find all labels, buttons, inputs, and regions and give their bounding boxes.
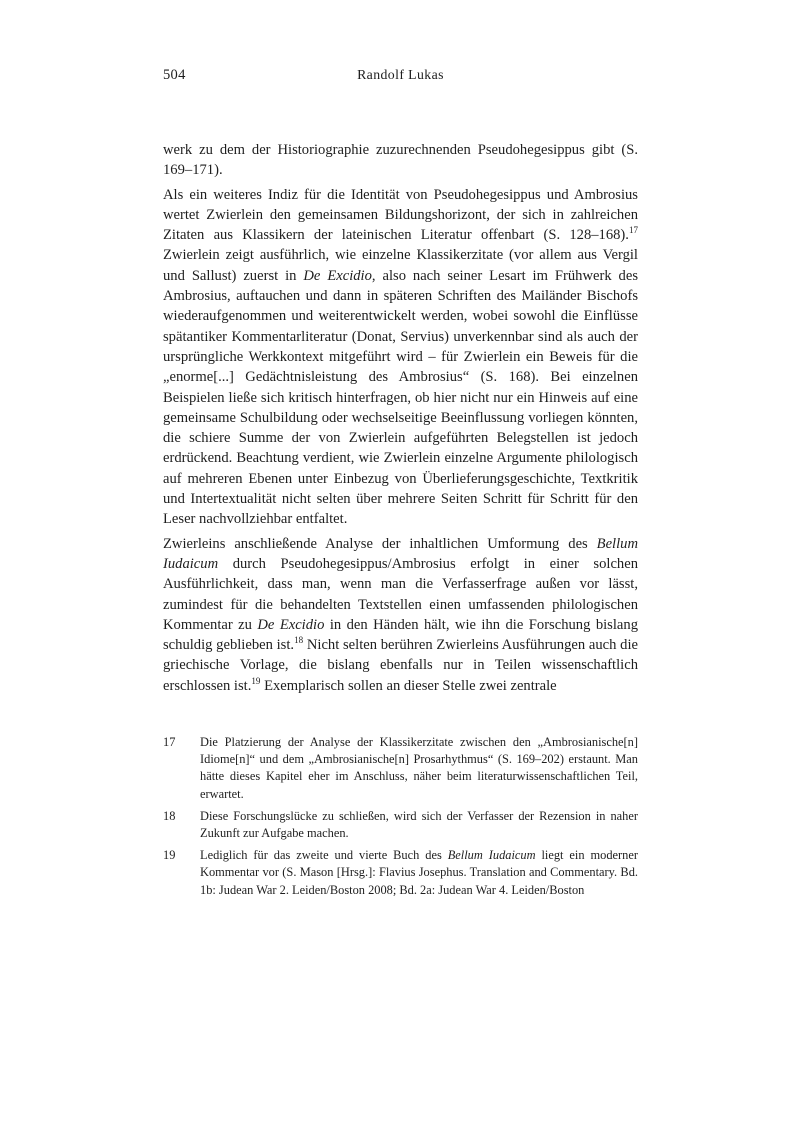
running-title: Randolf Lukas [357, 67, 444, 82]
body-text [163, 140, 638, 696]
paragraph: Als ein weiteres Indiz für die Identität von Pseudohegesippus und Ambrosius wertet Zwierlein den gemeinsamen Bildungshorizont, der sich in zahlreichen Zitaten aus Klassikern der lateinischen Literatur offenbart (S. 128–168).$^{17}$ Zwierlein zeigt ausführlich, wie einzelne Klassikerzitate (vor allem aus Vergil und Sallust) zuerst in De Excidio, also nach seiner Lesart im Frühwerk des Ambrosius, auftauchen und dann in späteren Schriften des Mailänder Bischofs wiederaufgenommen und weiterentwickelt werden, wobei sowohl die Einflüsse spätantiker Kommentarliteratur (Donat, Servius) unverkennbar sind als auch der ursprüngliche Werkkontext mitgeführt wird – für Zwierlein ein Beweis für die „enorme[...] Gedächtnisleistung des Ambrosius“ (S. 168). Bei einzelnen Beispielen ließe sich kritisch hinterfragen, ob hier nicht nur ein Hinweis auf eine gemeinsame Schulbildung oder wechselseitige Beeinflussung vorliegen könnten, die schiere Summe der von Zwierlein aufgeführten Belegstellen ist jedoch erdrückend. Beachtung verdient, wie Zwierlein einzelne Argumente philologisch auf mehreren Ebenen unter Einbezug von Überlieferungsgeschichte, Textkritik und Intertextualität nicht selten über mehrere Seiten Schritt für Schritt für den Leser nachvollziehbar entfaltet. [163, 186, 638, 528]
page-header [163, 67, 638, 83]
footnote-number: 18 [163, 808, 176, 823]
footnote-row [163, 808, 638, 842]
paragraph-continuation: werk zu dem der Historiographie zuzurechnenden Pseudohegesippus gibt (S. 169–171). [163, 142, 638, 179]
footnote-number: 17 [163, 735, 176, 749]
page-number: 504 [163, 67, 186, 83]
paragraph: Zwierleins anschließende Analyse der inhaltlichen Umformung des Bellum Iudaicum durch Pseudohegesippus/Ambrosius erfolgt in einer solchen Ausführlichkeit, dass man, wenn man die Verfasserfrage außen vor lässt, zumindest für die behandelten Textstellen einen umfassenden philologischen Kommentar zu De Excidio in den Händen hält, wie ihn die Forschung bislang schuldig geblieben ist.$^{18}$ Nicht selten berühren Zwierleins Ausführungen auch die griechische Vorlage, die bislang ebenfalls nur in Teilen wissenschaftlich erschlossen ist.$^{19}$ Exemplarisch sollen an dieser Stelle zwei zentrale [163, 535, 638, 694]
footnote-row [163, 847, 638, 899]
footnote-number: 19 [163, 848, 176, 863]
footnote-row [163, 734, 638, 803]
footnote-text: Diese Forschungslücke zu schließen, wird sich der Verfasser der Rezension in naher Zukunft zur Aufgabe machen. [200, 808, 638, 841]
footnote-text: Die Platzierung der Analyse der Klassikerzitate zwischen den „Ambrosianische[n] Idiome[n]“ und dem „Ambrosianische[n] Prosarhythmus“ (S. 169–202) erstaunt. Man hätte dieses Kapitel eher im Anschluss, näher beim literaturwissenschaftlichen Teil, erwartet. [200, 735, 638, 801]
footnote-text: Lediglich für das zweite und vierte Buch des Bellum Iudaicum liegt ein moderner Kommentar vor (S. Mason [Hrsg.]: Flavius Josephus. Translation and Commentary. Bd. 1b: Judean War 2. Leiden/Boston 2008; Bd. 2a: Judean War 4. Leiden/Boston [200, 848, 638, 897]
footnotes-block [163, 734, 638, 904]
